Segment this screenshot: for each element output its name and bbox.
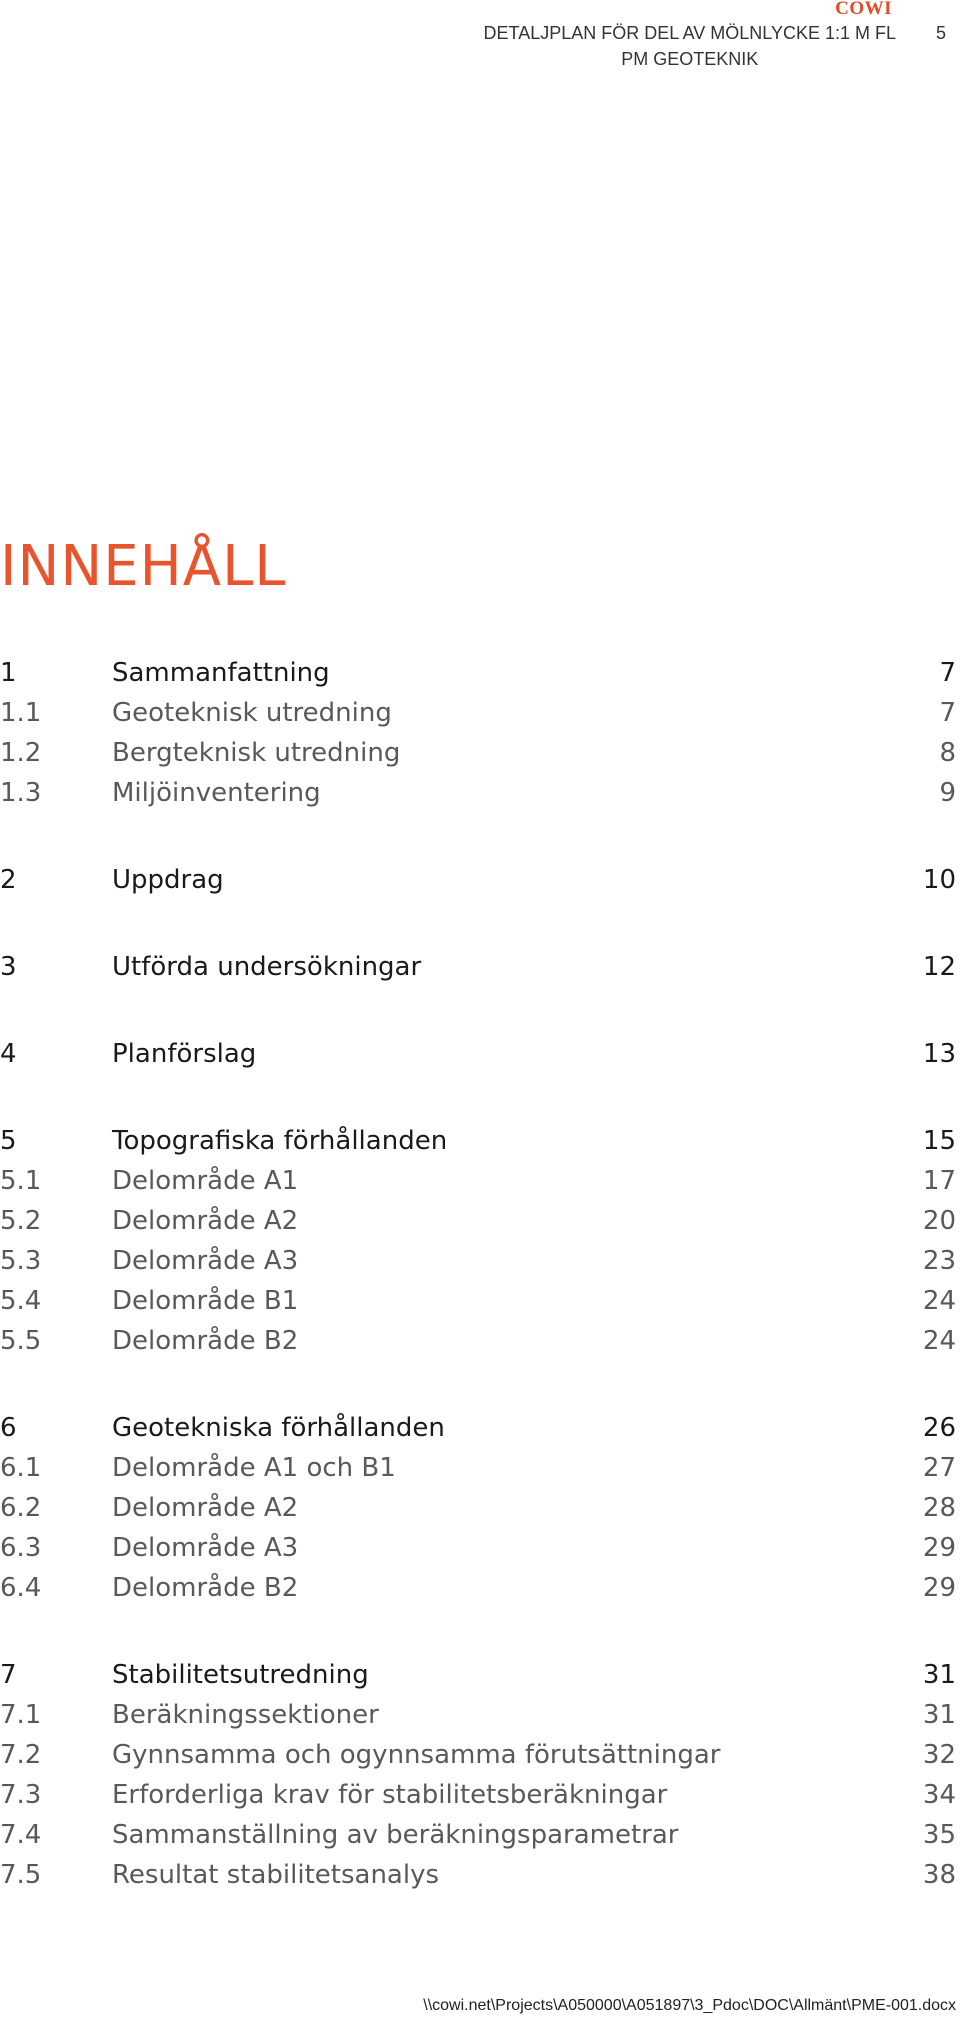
- toc-entry[interactable]: [0, 1161, 956, 1201]
- toc-entry-number: 5.1: [0, 1166, 42, 1196]
- toc-entry[interactable]: [0, 1408, 956, 1448]
- toc-entry-number: 5: [0, 1126, 17, 1156]
- toc-entry-page: 24: [922, 1326, 956, 1356]
- toc-entry-number: 7.3: [0, 1780, 42, 1810]
- toc-entry-page: 15: [922, 1126, 956, 1156]
- toc-entry-label: Delområde A2: [112, 1493, 299, 1523]
- toc-entry-page: 9: [939, 778, 956, 808]
- toc-entry-number: 5.2: [0, 1206, 42, 1236]
- toc-entry[interactable]: [0, 773, 956, 813]
- toc-entry-page: 27: [922, 1453, 956, 1483]
- toc-entry-label: Geotekniska förhållanden: [112, 1413, 445, 1443]
- toc-entry-label: Delområde B1: [112, 1286, 299, 1316]
- toc-entry-number: 6.4: [0, 1573, 42, 1603]
- toc-entry[interactable]: [0, 1695, 956, 1735]
- toc-entry[interactable]: [0, 860, 956, 900]
- toc-entry[interactable]: [0, 1241, 956, 1281]
- toc-entry-page: 31: [922, 1660, 956, 1690]
- toc-entry-page: 31: [922, 1700, 956, 1730]
- toc-entry-number: 1: [0, 658, 17, 688]
- toc-entry-number: 1.1: [0, 698, 42, 728]
- toc-entry-page: 28: [922, 1493, 956, 1523]
- toc-entry[interactable]: [0, 947, 956, 987]
- toc-entry[interactable]: [0, 1528, 956, 1568]
- toc-entry-label: Delområde A3: [112, 1246, 299, 1276]
- toc-entry[interactable]: [0, 1281, 956, 1321]
- toc-entry[interactable]: [0, 693, 956, 733]
- toc-entry[interactable]: [0, 1448, 956, 1488]
- file-path-footer: \\cowi.net\Projects\A050000\A051897\3_Pdoc\DOC\Allmänt\PME-001.docx: [423, 1997, 956, 2014]
- toc-entry-page: 29: [922, 1573, 956, 1603]
- toc-entry-page: 23: [922, 1246, 956, 1276]
- toc-entry[interactable]: [0, 1321, 956, 1361]
- toc-entry[interactable]: [0, 1488, 956, 1528]
- toc-entry[interactable]: [0, 1815, 956, 1855]
- toc-entry-label: Erforderliga krav för stabilitetsberäkningar: [112, 1780, 668, 1810]
- toc-entry-label: Delområde A1: [112, 1166, 299, 1196]
- toc-entry-number: 7.5: [0, 1860, 42, 1890]
- header-title: DETALJPLAN FÖR DEL AV MÖLNLYCKE 1:1 M FL: [483, 23, 896, 43]
- toc-entry-label: Bergteknisk utredning: [112, 738, 401, 768]
- toc-entry-page: 35: [922, 1820, 956, 1850]
- toc-entry-number: 7: [0, 1660, 17, 1690]
- toc-entry-label: Gynnsamma och ogynnsamma förutsättningar: [112, 1740, 721, 1770]
- table-of-contents: [0, 653, 956, 1895]
- page-number: 5: [935, 23, 946, 43]
- toc-entry-page: 8: [939, 738, 956, 768]
- toc-entry-page: 20: [922, 1206, 956, 1236]
- toc-entry-number: 5.5: [0, 1326, 42, 1356]
- toc-entry-label: Resultat stabilitetsanalys: [112, 1860, 440, 1890]
- toc-entry-number: 6.1: [0, 1453, 42, 1483]
- toc-entry-label: Sammanfattning: [112, 658, 330, 688]
- toc-entry[interactable]: [0, 1735, 956, 1775]
- toc-entry-label: Beräkningssektioner: [112, 1700, 379, 1730]
- toc-entry[interactable]: [0, 1655, 956, 1695]
- toc-entry[interactable]: [0, 1034, 956, 1074]
- toc-entry-label: Planförslag: [112, 1039, 257, 1069]
- toc-entry-number: 5.3: [0, 1246, 42, 1276]
- toc-entry-number: 1.2: [0, 738, 42, 768]
- toc-entry-label: Miljöinventering: [112, 778, 321, 808]
- document-header: [484, 20, 896, 72]
- toc-entry-page: 7: [939, 698, 956, 728]
- toc-entry[interactable]: [0, 1121, 956, 1161]
- toc-entry[interactable]: [0, 733, 956, 773]
- toc-entry-page: 32: [922, 1740, 956, 1770]
- toc-entry[interactable]: [0, 1775, 956, 1815]
- toc-entry-number: 2: [0, 865, 17, 895]
- toc-entry[interactable]: [0, 1568, 956, 1608]
- toc-entry-number: 5.4: [0, 1286, 42, 1316]
- toc-entry-number: 7.2: [0, 1740, 42, 1770]
- toc-entry-label: Uppdrag: [112, 865, 224, 895]
- toc-title: INNEHÅLL: [0, 534, 287, 599]
- toc-entry-label: Geoteknisk utredning: [112, 698, 392, 728]
- toc-entry-number: 3: [0, 952, 17, 982]
- toc-entry[interactable]: [0, 1855, 956, 1895]
- toc-entry-label: Sammanställning av beräkningsparametrar: [112, 1820, 679, 1850]
- toc-entry-label: Stabilitetsutredning: [112, 1660, 369, 1690]
- toc-entry-number: 6.2: [0, 1493, 42, 1523]
- toc-entry-number: 7.1: [0, 1700, 42, 1730]
- toc-entry-page: 38: [922, 1860, 956, 1890]
- toc-entry-number: 6.3: [0, 1533, 42, 1563]
- toc-entry-page: 7: [939, 658, 956, 688]
- cowi-logo: COWI: [835, 0, 892, 19]
- toc-entry[interactable]: [0, 1201, 956, 1241]
- toc-entry-page: 29: [922, 1533, 956, 1563]
- toc-entry-number: 6: [0, 1413, 17, 1443]
- toc-entry-number: 4: [0, 1039, 17, 1069]
- toc-entry-page: 10: [922, 865, 956, 895]
- toc-entry[interactable]: [0, 653, 956, 693]
- toc-entry-label: Delområde B2: [112, 1326, 299, 1356]
- toc-entry-page: 26: [922, 1413, 956, 1443]
- toc-entry-page: 12: [922, 952, 956, 982]
- header-subtitle: PM GEOTEKNIK: [621, 49, 759, 69]
- toc-entry-number: 7.4: [0, 1820, 42, 1850]
- toc-entry-label: Topografiska förhållanden: [112, 1126, 448, 1156]
- toc-entry-label: Delområde A1 och B1: [112, 1453, 396, 1483]
- toc-entry-label: Delområde B2: [112, 1573, 299, 1603]
- toc-entry-page: 17: [922, 1166, 956, 1196]
- toc-entry-page: 34: [922, 1780, 956, 1810]
- toc-entry-page: 13: [922, 1039, 956, 1069]
- toc-entry-label: Delområde A3: [112, 1533, 299, 1563]
- toc-entry-label: Delområde A2: [112, 1206, 299, 1236]
- toc-entry-page: 24: [922, 1286, 956, 1316]
- toc-entry-label: Utförda undersökningar: [112, 952, 422, 982]
- toc-entry-number: 1.3: [0, 778, 42, 808]
